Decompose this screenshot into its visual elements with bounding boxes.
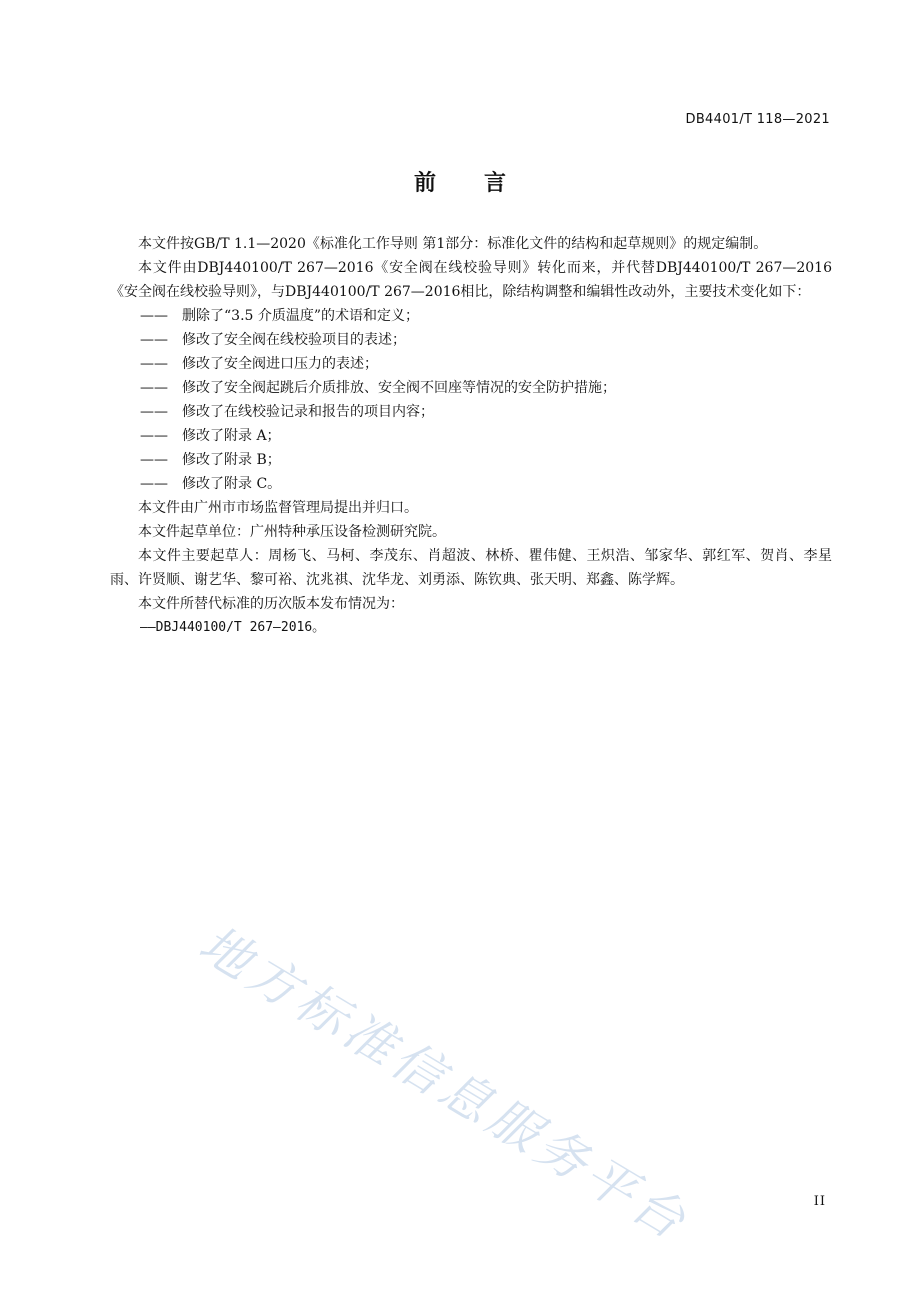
- preface-content: [110, 232, 832, 640]
- list-item: [110, 448, 832, 472]
- list-dash: ——: [140, 404, 168, 420]
- list-item-text: 修改了安全阀起跳后介质排放、安全阀不回座等情况的安全防护措施；: [182, 380, 616, 396]
- list-item-text: 删除了“3.5 介质温度”的术语和定义；: [182, 308, 420, 324]
- list-item: [110, 424, 832, 448]
- list-item: [110, 328, 832, 352]
- list-item: [110, 352, 832, 376]
- list-item: [110, 304, 832, 328]
- list-item-text: 修改了安全阀进口压力的表述；: [182, 356, 378, 372]
- list-item: [110, 376, 832, 400]
- list-item-text: 修改了安全阀在线校验项目的表述；: [182, 332, 406, 348]
- page-title: 前言: [413, 171, 554, 196]
- list-item-text: 修改了附录 A；: [182, 428, 281, 444]
- paragraph-drafters: 本文件主要起草人：周杨飞、马柯、李茂东、肖超波、林桥、瞿伟健、王炽浩、邹家华、郭红军、贺肖、李星雨、许贤顺、谢艺华、黎可裕、沈兆祺、沈华龙、刘勇添、陈钦典、张天明、郑鑫、陈学辉。: [110, 548, 832, 588]
- paragraph-conversion: 本文件由DBJ440100/T 267—2016《安全阀在线校验导则》转化而来，并代替DBJ440100/T 267—2016《安全阀在线校验导则》，与DBJ440100/T 267—2016相比，除结构调整和编辑性改动外，主要技术变化如下：: [110, 260, 832, 300]
- list-item-text: 修改了附录 B；: [182, 452, 281, 468]
- list-item-text: 修改了在线校验记录和报告的项目内容；: [182, 404, 434, 420]
- list-dash: ——: [140, 356, 168, 372]
- list-item-text: 修改了附录 C。: [182, 476, 282, 492]
- document-code: DB4401/T 118—2021: [685, 112, 830, 127]
- paragraph-drafting-unit: 本文件起草单位：广州特种承压设备检测研究院。: [138, 524, 446, 540]
- paragraph-history-intro: 本文件所替代标准的历次版本发布情况为：: [138, 596, 404, 612]
- list-item: [110, 400, 832, 424]
- list-dash: ——: [140, 452, 168, 468]
- list-dash: ——: [140, 476, 168, 492]
- history-item: ——DBJ440100/T 267—2016。: [140, 620, 326, 635]
- page-number: II: [813, 1194, 826, 1209]
- paragraph-drafting-rules: 本文件按GB/T 1.1—2020《标准化工作导则 第1部分：标准化文件的结构和起草规则》的规定编制。: [138, 236, 768, 252]
- list-dash: ——: [140, 428, 168, 444]
- list-item: [110, 472, 832, 496]
- paragraph-proposer: 本文件由广州市市场监督管理局提出并归口。: [138, 500, 418, 516]
- list-dash: ——: [140, 380, 168, 396]
- list-dash: ——: [140, 332, 168, 348]
- list-dash: ——: [140, 308, 168, 324]
- watermark: 地方标准信息服务平台: [189, 914, 700, 1253]
- changes-list: [110, 304, 832, 496]
